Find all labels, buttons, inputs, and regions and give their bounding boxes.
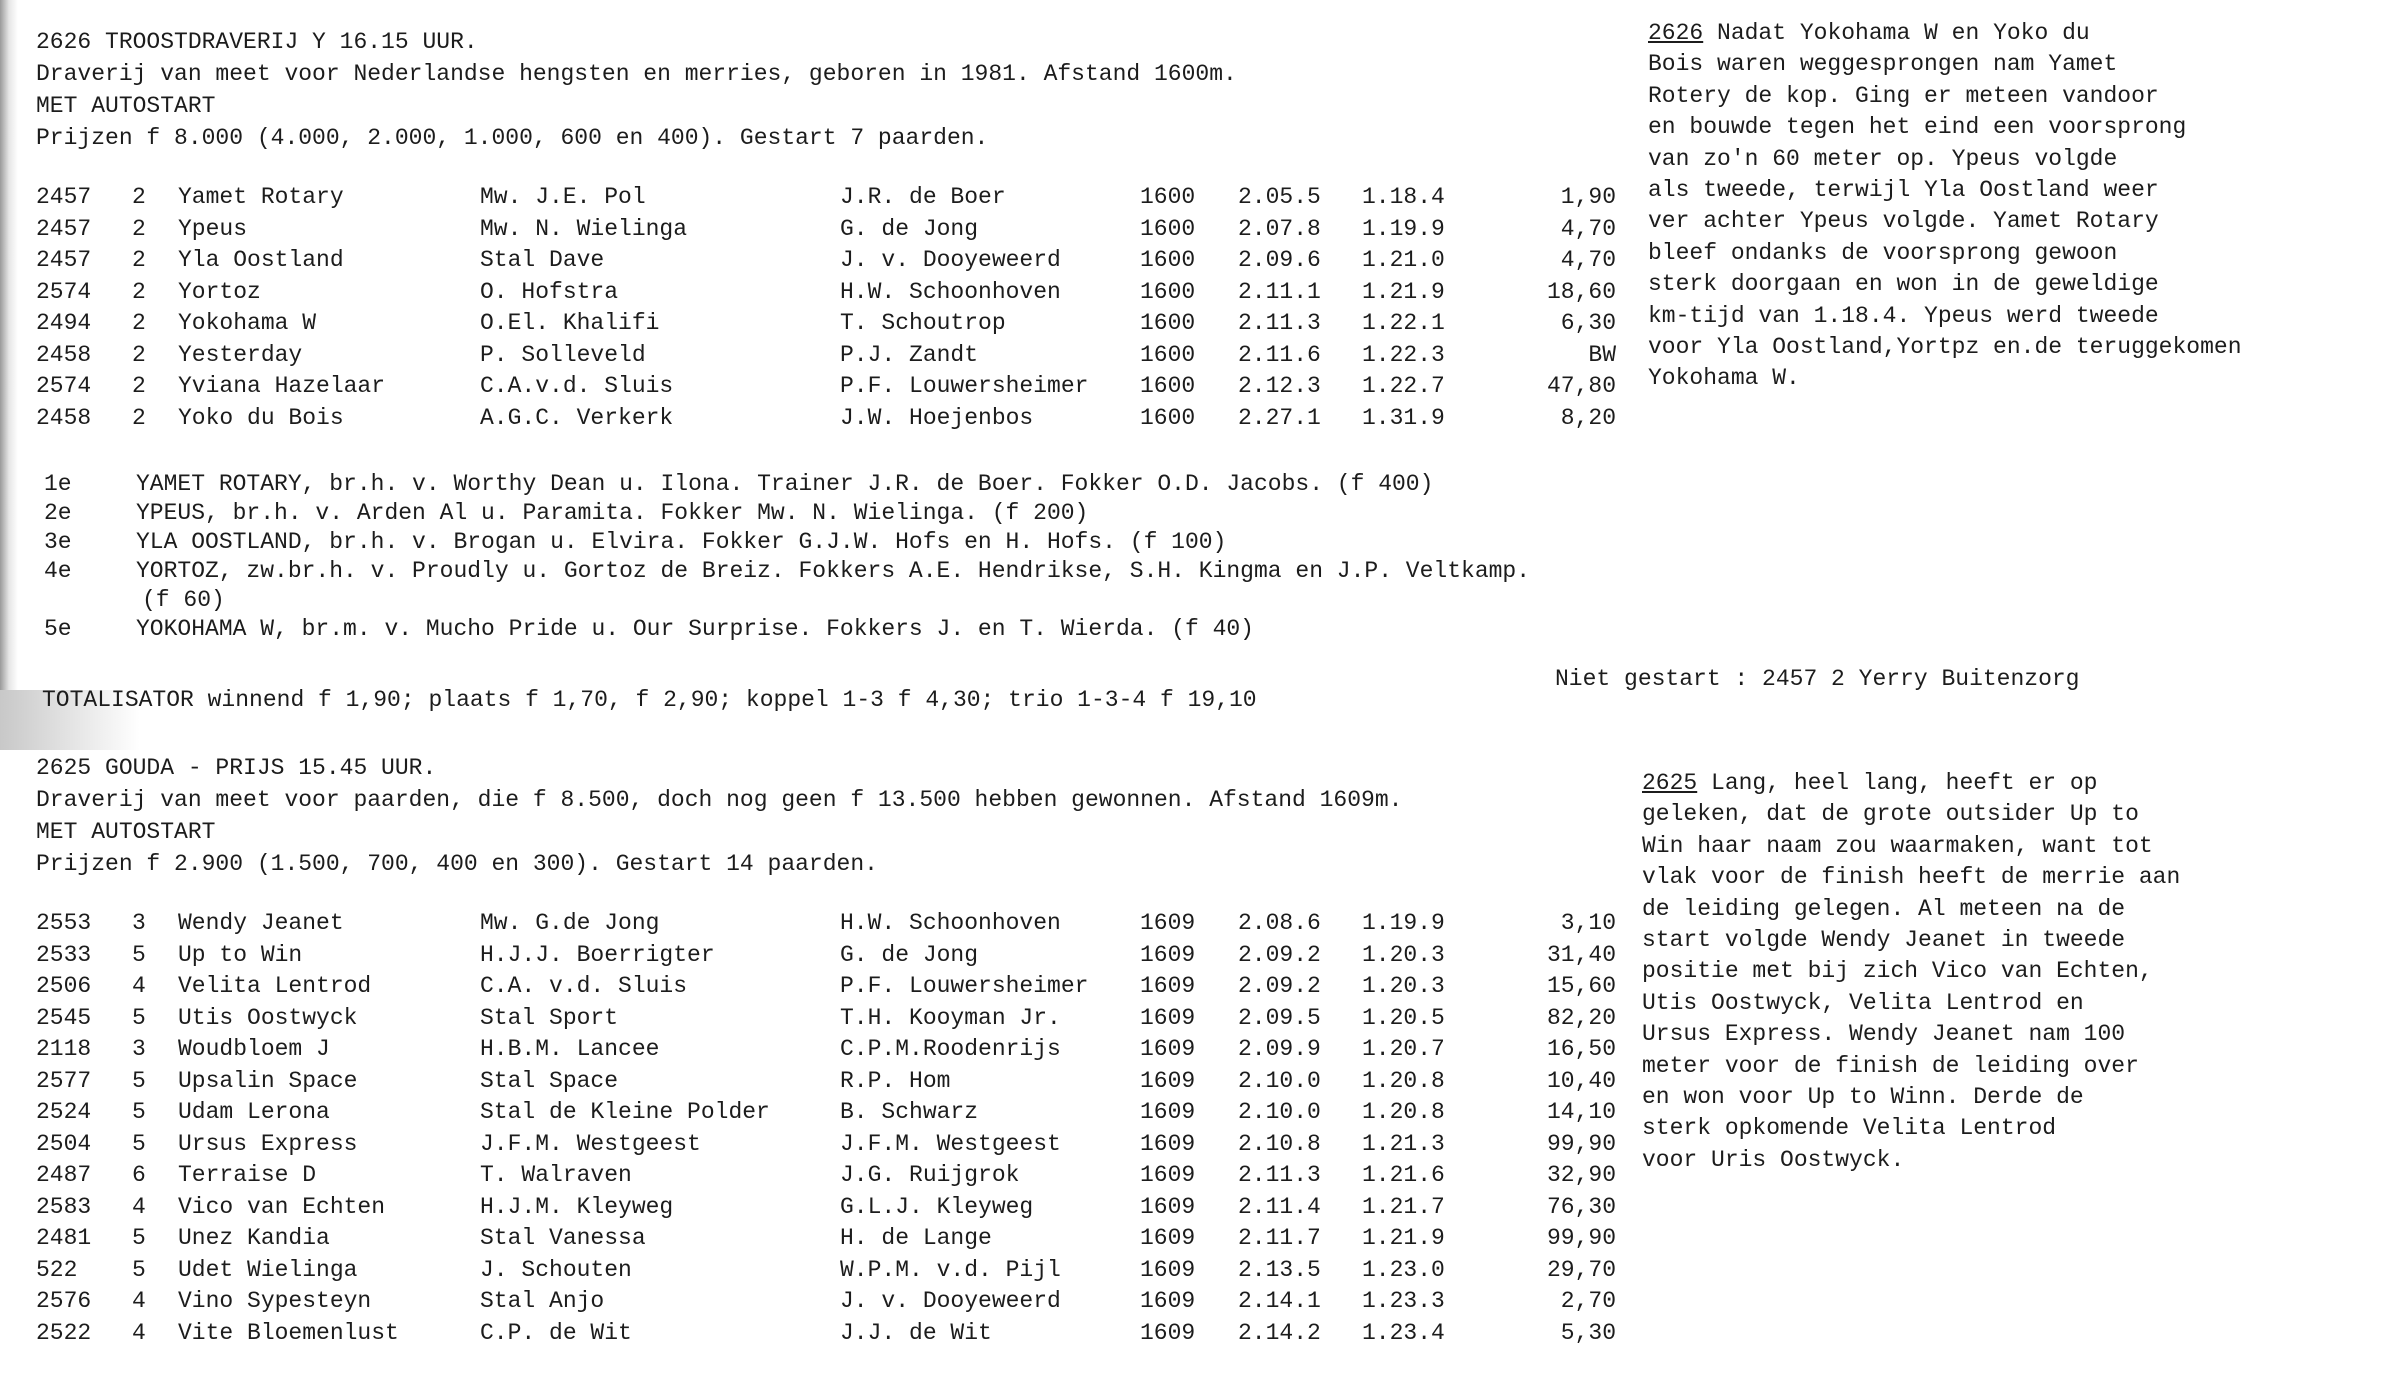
odds: 3,10 bbox=[1560, 910, 1616, 936]
odds: 18,60 bbox=[1546, 278, 1616, 305]
owner-name: Stal Dave bbox=[480, 247, 605, 273]
km-time: 1.31.9 bbox=[1362, 404, 1445, 431]
driver-name: R.P. Hom bbox=[840, 1067, 951, 1094]
driver-name: P.F. Louwersheimer bbox=[840, 373, 1089, 399]
horse-name: Yortoz bbox=[178, 278, 261, 305]
horse-name: Vico van Echten bbox=[178, 1193, 386, 1220]
distance: 1609 bbox=[1140, 1193, 1196, 1220]
horse-age: 5 bbox=[132, 941, 146, 968]
scan-shadow bbox=[0, 0, 18, 740]
race-start-type: MET AUTOSTART bbox=[36, 93, 216, 119]
table-row bbox=[36, 1034, 1626, 1066]
horse-name: Wendy Jeanet bbox=[178, 910, 344, 936]
odds: 16,50 bbox=[1546, 1036, 1616, 1062]
owner-name: Mw. J.E. Pol bbox=[480, 184, 646, 210]
owner-name: A.G.C. Verkerk bbox=[480, 404, 674, 431]
comment-text: Nadat Yokohama W en Yoko du bbox=[1703, 20, 2090, 46]
table-row bbox=[36, 1286, 1626, 1318]
race-prizes: Prijzen f 2.900 (1.500, 700, 400 en 300). Gestart 14 paarden. bbox=[36, 851, 878, 877]
race-description: Draverij van meet voor paarden, die f 8.500, doch nog geen f 13.500 hebben gewonnen. Afstand 1609m. bbox=[36, 787, 1403, 813]
odds: 32,90 bbox=[1546, 1162, 1616, 1188]
owner-name: P. Solleveld bbox=[480, 341, 646, 368]
race-2625 bbox=[36, 752, 1626, 1349]
horse-name: Unez Kandia bbox=[178, 1225, 330, 1251]
placing-position: 4e bbox=[44, 558, 72, 584]
results-table bbox=[36, 908, 1626, 1349]
distance: 1609 bbox=[1140, 910, 1196, 936]
table-row bbox=[36, 1066, 1626, 1098]
horse-age: 4 bbox=[132, 1193, 146, 1220]
comment-line: Yokohama W. bbox=[1648, 365, 1800, 392]
distance: 1600 bbox=[1140, 278, 1196, 305]
km-time: 1.21.0 bbox=[1362, 247, 1445, 273]
owner-name: J.F.M. Westgeest bbox=[480, 1130, 701, 1157]
horse-number: 2576 bbox=[36, 1288, 92, 1314]
horse-name: Yokohama W bbox=[178, 310, 317, 336]
owner-name: Stal Sport bbox=[480, 1004, 619, 1031]
odds: 1,90 bbox=[1560, 184, 1616, 210]
horse-number: 2481 bbox=[36, 1225, 92, 1251]
km-time: 1.20.5 bbox=[1362, 1004, 1445, 1031]
horse-number: 2506 bbox=[36, 973, 92, 999]
horse-age: 2 bbox=[132, 404, 146, 431]
race-time: 2.11.7 bbox=[1238, 1225, 1321, 1251]
odds: 99,90 bbox=[1546, 1130, 1616, 1157]
horse-number: 2553 bbox=[36, 910, 92, 936]
driver-name: J.J. de Wit bbox=[840, 1319, 992, 1346]
comment-line: vlak voor de finish heeft de merrie aan bbox=[1642, 864, 2181, 891]
table-row bbox=[36, 340, 1626, 372]
table-row bbox=[36, 1255, 1626, 1287]
comment-race-number: 2626 bbox=[1648, 20, 1704, 46]
comment-line: sterk opkomende Velita Lentrod bbox=[1642, 1115, 2057, 1142]
odds: 4,70 bbox=[1560, 215, 1616, 242]
race-prizes: Prijzen f 8.000 (4.000, 2.000, 1.000, 600 en 400). Gestart 7 paarden. bbox=[36, 125, 989, 151]
horse-age: 2 bbox=[132, 184, 146, 210]
horse-number: 2487 bbox=[36, 1162, 92, 1188]
race-header: 2625 GOUDA - PRIJS 15.45 UUR. bbox=[36, 755, 437, 781]
km-time: 1.20.3 bbox=[1362, 941, 1445, 968]
comment-line: positie met bij zich Vico van Echten, bbox=[1642, 958, 2153, 985]
table-row bbox=[36, 1097, 1626, 1129]
comment-line: en won voor Up to Winn. Derde de bbox=[1642, 1083, 2084, 1110]
km-time: 1.21.7 bbox=[1362, 1193, 1445, 1220]
horse-number: 2522 bbox=[36, 1319, 92, 1346]
comment-line: geleken, dat de grote outsider Up to bbox=[1642, 801, 2139, 828]
odds: 31,40 bbox=[1546, 941, 1616, 968]
placing-position: 1e bbox=[44, 471, 72, 497]
horse-name: Ypeus bbox=[178, 215, 248, 242]
horse-age: 3 bbox=[132, 910, 146, 936]
comment-line: start volgde Wendy Jeanet in tweede bbox=[1642, 926, 2126, 953]
placing-row bbox=[36, 528, 1736, 557]
table-row bbox=[36, 908, 1626, 940]
horse-name: Yoko du Bois bbox=[178, 404, 344, 431]
odds: 5,30 bbox=[1560, 1319, 1616, 1346]
horse-number: 2457 bbox=[36, 247, 92, 273]
horse-name: Udam Lerona bbox=[178, 1099, 330, 1125]
horse-name: Upsalin Space bbox=[178, 1067, 358, 1094]
comment-line bbox=[1648, 18, 2348, 49]
distance: 1609 bbox=[1140, 1319, 1196, 1346]
horse-age: 5 bbox=[132, 1256, 146, 1283]
distance: 1609 bbox=[1140, 1067, 1196, 1094]
odds: 8,20 bbox=[1560, 404, 1616, 431]
table-row bbox=[36, 245, 1626, 277]
horse-age: 2 bbox=[132, 215, 146, 242]
odds: 15,60 bbox=[1546, 973, 1616, 999]
km-time: 1.18.4 bbox=[1362, 184, 1445, 210]
horse-age: 5 bbox=[132, 1067, 146, 1094]
horse-age: 2 bbox=[132, 247, 146, 273]
owner-name: H.J.J. Boerrigter bbox=[480, 941, 715, 968]
odds: 14,10 bbox=[1546, 1099, 1616, 1125]
race-time: 2.12.3 bbox=[1238, 373, 1321, 399]
km-time: 1.20.7 bbox=[1362, 1036, 1445, 1062]
race-time: 2.27.1 bbox=[1238, 404, 1321, 431]
comment-line: Ursus Express. Wendy Jeanet nam 100 bbox=[1642, 1021, 2126, 1048]
table-row bbox=[36, 277, 1626, 309]
comment-line: ver achter Ypeus volgde. Yamet Rotary bbox=[1648, 208, 2159, 235]
horse-age: 3 bbox=[132, 1036, 146, 1062]
driver-name: H. de Lange bbox=[840, 1225, 992, 1251]
race-time: 2.10.8 bbox=[1238, 1130, 1321, 1157]
owner-name: J. Schouten bbox=[480, 1256, 632, 1283]
horse-name: Ursus Express bbox=[178, 1130, 358, 1157]
distance: 1600 bbox=[1140, 341, 1196, 368]
comment-line: Win haar naam zou waarmaken, want tot bbox=[1642, 832, 2153, 859]
comment-line: Bois waren weggesprongen nam Yamet bbox=[1648, 51, 2118, 78]
driver-name: J. v. Dooyeweerd bbox=[840, 1288, 1061, 1314]
km-time: 1.22.1 bbox=[1362, 310, 1445, 336]
km-time: 1.23.3 bbox=[1362, 1288, 1445, 1314]
table-row bbox=[36, 182, 1626, 214]
comment-line: sterk doorgaan en won in de geweldige bbox=[1648, 271, 2159, 298]
owner-name: Mw. N. Wielinga bbox=[480, 215, 688, 242]
comment-line: voor Uris Oostwyck. bbox=[1642, 1146, 1905, 1173]
distance: 1600 bbox=[1140, 373, 1196, 399]
comment-line: km-tijd van 1.18.4. Ypeus werd tweede bbox=[1648, 302, 2159, 329]
driver-name: H.W. Schoonhoven bbox=[840, 278, 1061, 305]
horse-number: 2545 bbox=[36, 1004, 92, 1031]
distance: 1609 bbox=[1140, 1004, 1196, 1031]
horse-number: 2574 bbox=[36, 373, 92, 399]
horse-number: 2458 bbox=[36, 341, 92, 368]
comment-line: bleef ondanks de voorsprong gewoon bbox=[1648, 239, 2118, 266]
horse-age: 2 bbox=[132, 278, 146, 305]
placing-text: YAMET ROTARY, br.h. v. Worthy Dean u. Ilona. Trainer J.R. de Boer. Fokker O.D. Jacobs. (f 400) bbox=[136, 471, 1434, 497]
km-time: 1.21.9 bbox=[1362, 1225, 1445, 1251]
race-start-type: MET AUTOSTART bbox=[36, 819, 216, 845]
comment-line: de leiding gelegen. Al meteen na de bbox=[1642, 895, 2126, 922]
horse-age: 5 bbox=[132, 1225, 146, 1251]
km-time: 1.20.3 bbox=[1362, 973, 1445, 999]
horse-number: 2574 bbox=[36, 278, 92, 305]
horse-name: Vite Bloemenlust bbox=[178, 1319, 399, 1346]
comment-line: meter voor de finish de leiding over bbox=[1642, 1052, 2139, 1079]
table-row bbox=[36, 308, 1626, 340]
horse-number: 2118 bbox=[36, 1036, 92, 1062]
table-row bbox=[36, 1318, 1626, 1350]
driver-name: G. de Jong bbox=[840, 941, 979, 968]
driver-name: J.F.M. Westgeest bbox=[840, 1130, 1061, 1157]
race-time: 2.05.5 bbox=[1238, 184, 1321, 210]
km-time: 1.19.9 bbox=[1362, 215, 1445, 242]
race-comment bbox=[1648, 18, 2348, 395]
km-time: 1.22.3 bbox=[1362, 341, 1445, 368]
placing-row bbox=[36, 499, 1736, 528]
horse-name: Velita Lentrod bbox=[178, 973, 372, 999]
driver-name: T. Schoutrop bbox=[840, 310, 1006, 336]
distance: 1609 bbox=[1140, 1288, 1196, 1314]
totalisator-line: TOTALISATOR winnend f 1,90; plaats f 1,70, f 2,90; koppel 1-3 f 4,30; trio 1-3-4 f 19,10 bbox=[42, 687, 1257, 713]
race-description: Draverij van meet voor Nederlandse hengsten en merries, geboren in 1981. Afstand 1600m. bbox=[36, 61, 1237, 87]
horse-age: 4 bbox=[132, 1319, 146, 1346]
race-header: 2626 TROOSTDRAVERIJ Y 16.15 UUR. bbox=[36, 29, 478, 55]
race-time: 2.11.6 bbox=[1238, 341, 1321, 368]
race-time: 2.11.3 bbox=[1238, 310, 1321, 336]
owner-name: T. Walraven bbox=[480, 1162, 632, 1188]
horse-number: 2457 bbox=[36, 215, 92, 242]
race-time: 2.09.9 bbox=[1238, 1036, 1321, 1062]
placing-text: YPEUS, br.h. v. Arden Al u. Paramita. Fokker Mw. N. Wielinga. (f 200) bbox=[136, 500, 1089, 526]
horse-name: Yviana Hazelaar bbox=[178, 373, 386, 399]
race-time: 2.09.6 bbox=[1238, 247, 1321, 273]
placing-continuation: (f 60) bbox=[142, 587, 225, 613]
table-row bbox=[36, 1223, 1626, 1255]
km-time: 1.21.3 bbox=[1362, 1130, 1445, 1157]
driver-name: T.H. Kooyman Jr. bbox=[840, 1004, 1061, 1031]
km-time: 1.21.6 bbox=[1362, 1162, 1445, 1188]
race-time: 2.10.0 bbox=[1238, 1099, 1321, 1125]
odds: 4,70 bbox=[1560, 247, 1616, 273]
race-time: 2.09.2 bbox=[1238, 973, 1321, 999]
table-row bbox=[36, 1129, 1626, 1161]
horse-number: 2524 bbox=[36, 1099, 92, 1125]
horse-age: 4 bbox=[132, 973, 146, 999]
placing-row bbox=[36, 615, 1736, 644]
horse-number: 2504 bbox=[36, 1130, 92, 1157]
distance: 1609 bbox=[1140, 1036, 1196, 1062]
distance: 1609 bbox=[1140, 973, 1196, 999]
horse-age: 2 bbox=[132, 341, 146, 368]
odds: BW bbox=[1588, 341, 1616, 368]
distance: 1600 bbox=[1140, 247, 1196, 273]
km-time: 1.19.9 bbox=[1362, 910, 1445, 936]
owner-name: H.B.M. Lancee bbox=[480, 1036, 660, 1062]
race-time: 2.10.0 bbox=[1238, 1067, 1321, 1094]
horse-age: 4 bbox=[132, 1288, 146, 1314]
horse-age: 2 bbox=[132, 373, 146, 399]
table-row bbox=[36, 403, 1626, 435]
driver-name: J.R. de Boer bbox=[840, 184, 1006, 210]
odds: 47,80 bbox=[1546, 373, 1616, 399]
comment-line: voor Yla Oostland,Yortpz en.de teruggekomen bbox=[1648, 333, 2242, 360]
race-time: 2.14.2 bbox=[1238, 1319, 1321, 1346]
driver-name: H.W. Schoonhoven bbox=[840, 910, 1061, 936]
placing-position: 3e bbox=[44, 529, 72, 555]
distance: 1600 bbox=[1140, 404, 1196, 431]
race-time: 2.11.3 bbox=[1238, 1162, 1321, 1188]
horse-name: Utis Oostwyck bbox=[178, 1004, 358, 1031]
odds: 10,40 bbox=[1546, 1067, 1616, 1094]
odds: 6,30 bbox=[1560, 310, 1616, 336]
placing-position: 5e bbox=[44, 616, 72, 642]
horse-number: 2494 bbox=[36, 310, 92, 336]
driver-name: G.L.J. Kleyweg bbox=[840, 1193, 1034, 1220]
placing-text: YOKOHAMA W, br.m. v. Mucho Pride u. Our Surprise. Fokkers J. en T. Wierda. (f 40) bbox=[136, 616, 1254, 642]
race-time: 2.09.5 bbox=[1238, 1004, 1321, 1031]
placing-row bbox=[36, 470, 1736, 499]
race-time: 2.07.8 bbox=[1238, 215, 1321, 242]
km-time: 1.20.8 bbox=[1362, 1067, 1445, 1094]
driver-name: C.P.M.Roodenrijs bbox=[840, 1036, 1061, 1062]
placings-list bbox=[36, 470, 1736, 644]
horse-number: 2458 bbox=[36, 404, 92, 431]
driver-name: B. Schwarz bbox=[840, 1099, 979, 1125]
comment-line: Utis Oostwyck, Velita Lentrod en bbox=[1642, 989, 2084, 1016]
owner-name: C.P. de Wit bbox=[480, 1319, 632, 1346]
owner-name: Stal Space bbox=[480, 1067, 619, 1094]
placing-text: YORTOZ, zw.br.h. v. Proudly u. Gortoz de Breiz. Fokkers A.E. Hendrikse, S.H. Kingma en J.P. Veltkamp. bbox=[136, 558, 1531, 584]
horse-age: 5 bbox=[132, 1130, 146, 1157]
driver-name: P.J. Zandt bbox=[840, 341, 979, 368]
odds: 99,90 bbox=[1546, 1225, 1616, 1251]
horse-number: 2577 bbox=[36, 1067, 92, 1094]
owner-name: Stal Anjo bbox=[480, 1288, 605, 1314]
comment-race-number: 2625 bbox=[1642, 770, 1698, 796]
owner-name: C.A. v.d. Sluis bbox=[480, 973, 688, 999]
race-2626 bbox=[36, 26, 1626, 434]
driver-name: G. de Jong bbox=[840, 215, 979, 242]
horse-name: Yla Oostland bbox=[178, 247, 344, 273]
horse-number: 522 bbox=[36, 1256, 78, 1283]
distance: 1609 bbox=[1140, 1099, 1196, 1125]
km-time: 1.21.9 bbox=[1362, 278, 1445, 305]
driver-name: J.W. Hoejenbos bbox=[840, 404, 1034, 431]
horse-name: Yesterday bbox=[178, 341, 303, 368]
horse-age: 2 bbox=[132, 310, 146, 336]
odds: 29,70 bbox=[1546, 1256, 1616, 1283]
owner-name: O. Hofstra bbox=[480, 278, 619, 305]
owner-name: H.J.M. Kleyweg bbox=[480, 1193, 674, 1220]
owner-name: Stal Vanessa bbox=[480, 1225, 646, 1251]
table-row bbox=[36, 940, 1626, 972]
not-started-note: Niet gestart : 2457 2 Yerry Buitenzorg bbox=[1555, 666, 2080, 692]
table-row bbox=[36, 971, 1626, 1003]
race-comment bbox=[1642, 768, 2342, 1176]
race-time: 2.08.6 bbox=[1238, 910, 1321, 936]
race-time: 2.13.5 bbox=[1238, 1256, 1321, 1283]
distance: 1609 bbox=[1140, 1162, 1196, 1188]
table-row bbox=[36, 1160, 1626, 1192]
owner-name: O.El. Khalifi bbox=[480, 310, 660, 336]
race-time: 2.14.1 bbox=[1238, 1288, 1321, 1314]
odds: 82,20 bbox=[1546, 1004, 1616, 1031]
horse-name: Udet Wielinga bbox=[178, 1256, 358, 1283]
distance: 1600 bbox=[1140, 215, 1196, 242]
horse-name: Vino Sypesteyn bbox=[178, 1288, 372, 1314]
distance: 1600 bbox=[1140, 184, 1196, 210]
odds: 76,30 bbox=[1546, 1193, 1616, 1220]
driver-name: J. v. Dooyeweerd bbox=[840, 247, 1061, 273]
km-time: 1.20.8 bbox=[1362, 1099, 1445, 1125]
comment-line bbox=[1642, 768, 2342, 799]
distance: 1609 bbox=[1140, 1130, 1196, 1157]
comment-line: Rotery de kop. Ging er meteen vandoor bbox=[1648, 82, 2159, 109]
distance: 1600 bbox=[1140, 310, 1196, 336]
race-time: 2.11.4 bbox=[1238, 1193, 1321, 1220]
owner-name: C.A.v.d. Sluis bbox=[480, 373, 674, 399]
race-time: 2.09.2 bbox=[1238, 941, 1321, 968]
km-time: 1.23.0 bbox=[1362, 1256, 1445, 1283]
results-table bbox=[36, 182, 1626, 434]
comment-line: van zo'n 60 meter op. Ypeus volgde bbox=[1648, 145, 2118, 172]
comment-line: als tweede, terwijl Yla Oostland weer bbox=[1648, 176, 2159, 203]
horse-name: Up to Win bbox=[178, 941, 303, 968]
distance: 1609 bbox=[1140, 1256, 1196, 1283]
race-time: 2.11.1 bbox=[1238, 278, 1321, 305]
driver-name: P.F. Louwersheimer bbox=[840, 973, 1089, 999]
horse-age: 5 bbox=[132, 1099, 146, 1125]
placing-position: 2e bbox=[44, 500, 72, 526]
comment-line: en bouwde tegen het eind een voorsprong bbox=[1648, 114, 2187, 141]
comment-text: Lang, heel lang, heeft er op bbox=[1697, 770, 2098, 796]
table-row bbox=[36, 214, 1626, 246]
owner-name: Stal de Kleine Polder bbox=[480, 1099, 770, 1125]
table-row bbox=[36, 1192, 1626, 1224]
owner-name: Mw. G.de Jong bbox=[480, 910, 660, 936]
distance: 1609 bbox=[1140, 1225, 1196, 1251]
horse-name: Yamet Rotary bbox=[178, 184, 344, 210]
horse-name: Woudbloem J bbox=[178, 1036, 330, 1062]
placing-row bbox=[36, 586, 1736, 615]
horse-name: Terraise D bbox=[178, 1162, 317, 1188]
distance: 1609 bbox=[1140, 941, 1196, 968]
table-row bbox=[36, 1003, 1626, 1035]
horse-age: 6 bbox=[132, 1162, 146, 1188]
horse-number: 2533 bbox=[36, 941, 92, 968]
driver-name: J.G. Ruijgrok bbox=[840, 1162, 1020, 1188]
odds: 2,70 bbox=[1560, 1288, 1616, 1314]
horse-number: 2457 bbox=[36, 184, 92, 210]
horse-age: 5 bbox=[132, 1004, 146, 1031]
driver-name: W.P.M. v.d. Pijl bbox=[840, 1256, 1061, 1283]
table-row bbox=[36, 371, 1626, 403]
placing-text: YLA OOSTLAND, br.h. v. Brogan u. Elvira. Fokker G.J.W. Hofs en H. Hofs. (f 100) bbox=[136, 529, 1227, 555]
horse-number: 2583 bbox=[36, 1193, 92, 1220]
km-time: 1.22.7 bbox=[1362, 373, 1445, 399]
km-time: 1.23.4 bbox=[1362, 1319, 1445, 1346]
placing-row bbox=[36, 557, 1736, 586]
